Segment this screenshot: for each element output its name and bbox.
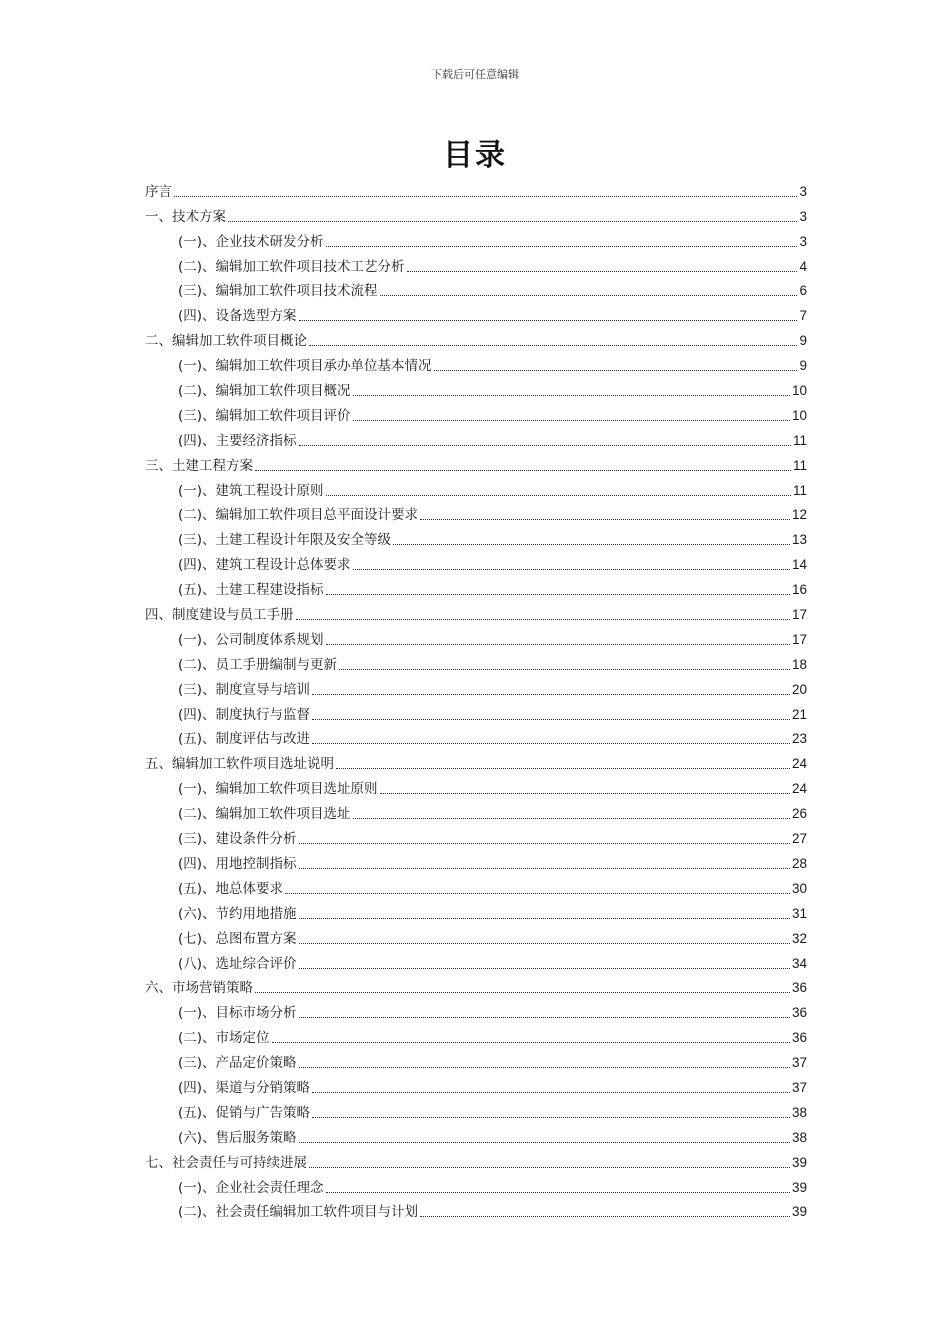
toc-dot-leader xyxy=(353,818,790,819)
toc-entry-page-number: 37 xyxy=(791,1079,807,1095)
toc-entry[interactable] xyxy=(145,475,807,500)
toc-entry-label: (三)、制度宣导与培训 xyxy=(178,681,311,698)
toc-entry-page-number: 13 xyxy=(791,532,807,548)
toc-dot-leader xyxy=(420,1216,790,1217)
toc-dot-leader xyxy=(420,519,790,520)
toc-dot-leader xyxy=(434,370,798,371)
toc-entry-label: 五、编辑加工软件项目选址说明 xyxy=(145,756,334,773)
toc-dot-leader xyxy=(255,470,791,471)
toc-entry-label: (四)、制度执行与监督 xyxy=(178,706,311,723)
toc-entry-label: (四)、渠道与分销策略 xyxy=(178,1079,311,1096)
toc-entry-page-number: 4 xyxy=(799,258,807,274)
toc-entry[interactable] xyxy=(145,1097,807,1122)
toc-dot-leader xyxy=(285,893,790,894)
toc-dot-leader xyxy=(299,918,790,919)
toc-dot-leader xyxy=(299,320,798,321)
toc-entry-page-number: 39 xyxy=(791,1179,807,1195)
toc-entry[interactable] xyxy=(145,873,807,898)
toc-dot-leader xyxy=(353,395,790,396)
toc-entry-label: (四)、建筑工程设计总体要求 xyxy=(178,557,351,574)
toc-entry-label: 一、技术方案 xyxy=(145,208,226,225)
toc-entry-page-number: 3 xyxy=(799,208,807,224)
toc-entry-label: (一)、编辑加工软件项目选址原则 xyxy=(178,781,378,798)
toc-entry-label: (二)、社会责任编辑加工软件项目与计划 xyxy=(178,1204,419,1221)
toc-entry-label: (三)、土建工程设计年限及安全等级 xyxy=(178,532,392,549)
toc-dot-leader xyxy=(296,619,790,620)
toc-entry[interactable] xyxy=(145,325,807,350)
toc-entry[interactable] xyxy=(145,375,807,400)
toc-entry-label: 六、市场营销策略 xyxy=(145,980,253,997)
toc-entry[interactable] xyxy=(145,823,807,848)
toc-entry-label: (二)、编辑加工软件项目技术工艺分析 xyxy=(178,258,405,275)
toc-dot-leader xyxy=(380,793,790,794)
toc-entry-page-number: 36 xyxy=(791,980,807,996)
toc-entry-label: (三)、建设条件分析 xyxy=(178,831,297,848)
toc-entry[interactable] xyxy=(145,798,807,823)
page-header: 下载后可任意编辑 xyxy=(431,68,519,81)
toc-dot-leader xyxy=(299,445,791,446)
toc-entry[interactable] xyxy=(145,500,807,525)
toc-entry-label: 三、土建工程方案 xyxy=(145,457,253,474)
toc-dot-leader xyxy=(299,868,790,869)
toc-dot-leader xyxy=(312,719,790,720)
toc-entry-label: (四)、设备选型方案 xyxy=(178,308,297,325)
toc-entry-page-number: 12 xyxy=(791,507,807,523)
toc-entry[interactable] xyxy=(145,1172,807,1197)
toc-entry-label: 四、制度建设与员工手册 xyxy=(145,607,294,624)
toc-entry-page-number: 9 xyxy=(799,358,807,374)
toc-dot-leader xyxy=(272,1042,790,1043)
toc-entry[interactable] xyxy=(145,1047,807,1072)
toc-entry-label: (一)、目标市场分析 xyxy=(178,1005,297,1022)
toc-entry[interactable] xyxy=(145,624,807,649)
toc-dot-leader xyxy=(299,1067,790,1068)
toc-dot-leader xyxy=(312,1092,790,1093)
toc-entry-label: (二)、编辑加工软件项目选址 xyxy=(178,806,351,823)
toc-entry[interactable] xyxy=(145,599,807,624)
toc-entry-page-number: 18 xyxy=(791,656,807,672)
toc-entry-page-number: 39 xyxy=(791,1154,807,1170)
toc-dot-leader xyxy=(299,943,790,944)
toc-entry[interactable] xyxy=(145,425,807,450)
toc-entry-label: (四)、用地控制指标 xyxy=(178,855,297,872)
toc-entry-page-number: 34 xyxy=(791,955,807,971)
toc-entry[interactable] xyxy=(145,450,807,475)
toc-entry-label: (一)、建筑工程设计原则 xyxy=(178,482,324,499)
toc-entry[interactable] xyxy=(145,724,807,749)
document-title: 目录 xyxy=(443,138,507,173)
toc-entry-page-number: 9 xyxy=(799,333,807,349)
toc-entry-page-number: 37 xyxy=(791,1055,807,1071)
toc-entry-page-number: 17 xyxy=(791,631,807,647)
toc-entry-label: (五)、制度评估与改进 xyxy=(178,731,311,748)
toc-entry[interactable] xyxy=(145,1022,807,1047)
toc-dot-leader xyxy=(309,1167,790,1168)
toc-entry-label: (一)、公司制度体系规划 xyxy=(178,631,324,648)
toc-entry-page-number: 16 xyxy=(791,582,807,598)
toc-dot-leader xyxy=(353,569,790,570)
toc-dot-leader xyxy=(326,644,790,645)
toc-entry[interactable] xyxy=(145,276,807,301)
toc-entry-label: (二)、员工手册编制与更新 xyxy=(178,656,338,673)
toc-entry[interactable] xyxy=(145,898,807,923)
toc-entry-label: (二)、市场定位 xyxy=(178,1030,270,1047)
toc-entry-label: (三)、产品定价策略 xyxy=(178,1055,297,1072)
toc-entry-page-number: 36 xyxy=(791,1005,807,1021)
toc-entry-page-number: 10 xyxy=(791,383,807,399)
toc-dot-leader xyxy=(312,1117,790,1118)
toc-entry-page-number: 7 xyxy=(799,308,807,324)
toc-entry[interactable] xyxy=(145,300,807,325)
toc-entry-page-number: 32 xyxy=(791,930,807,946)
toc-entry-page-number: 36 xyxy=(791,1030,807,1046)
toc-entry[interactable] xyxy=(145,1147,807,1172)
toc-entry[interactable] xyxy=(145,973,807,998)
toc-entry-page-number: 6 xyxy=(799,283,807,299)
toc-entry-label: 七、社会责任与可持续进展 xyxy=(145,1154,307,1171)
toc-dot-leader xyxy=(312,743,790,744)
toc-entry-label: (三)、编辑加工软件项目评价 xyxy=(178,407,351,424)
toc-entry[interactable] xyxy=(145,773,807,798)
toc-dot-leader xyxy=(299,968,790,969)
toc-dot-leader xyxy=(255,992,790,993)
toc-entry[interactable] xyxy=(145,748,807,773)
toc-entry-label: 序言 xyxy=(145,183,172,200)
toc-entry[interactable] xyxy=(145,524,807,549)
toc-dot-leader xyxy=(339,669,790,670)
toc-entry-page-number: 23 xyxy=(791,731,807,747)
toc-entry-page-number: 11 xyxy=(792,432,807,448)
toc-entry-page-number: 11 xyxy=(792,457,807,473)
toc-entry-label: (二)、编辑加工软件项目总平面设计要求 xyxy=(178,507,419,524)
toc-entry[interactable] xyxy=(145,923,807,948)
toc-entry[interactable] xyxy=(145,674,807,699)
toc-entry-label: (四)、主要经济指标 xyxy=(178,432,297,449)
toc-entry[interactable] xyxy=(145,176,807,201)
toc-entry-page-number: 38 xyxy=(791,1129,807,1145)
toc-dot-leader xyxy=(380,295,798,296)
toc-entry-page-number: 28 xyxy=(791,855,807,871)
toc-entry[interactable] xyxy=(145,848,807,873)
toc-entry-page-number: 31 xyxy=(791,905,807,921)
toc-entry-page-number: 20 xyxy=(791,681,807,697)
toc-entry-page-number: 3 xyxy=(799,233,807,249)
toc-entry-label: (八)、选址综合评价 xyxy=(178,955,297,972)
toc-entry-page-number: 14 xyxy=(791,557,807,573)
toc-entry[interactable] xyxy=(145,649,807,674)
toc-dot-leader xyxy=(326,495,791,496)
toc-entry[interactable] xyxy=(145,350,807,375)
toc-dot-leader xyxy=(326,246,798,247)
toc-entry-page-number: 3 xyxy=(799,183,807,199)
toc-entry-label: (三)、编辑加工软件项目技术流程 xyxy=(178,283,378,300)
toc-entry-page-number: 10 xyxy=(791,407,807,423)
toc-entry[interactable] xyxy=(145,699,807,724)
toc-entry[interactable] xyxy=(145,549,807,574)
toc-entry-label: (五)、土建工程建设指标 xyxy=(178,582,324,599)
toc-entry-label: (一)、企业技术研发分析 xyxy=(178,233,324,250)
toc-dot-leader xyxy=(309,345,797,346)
toc-entry-page-number: 38 xyxy=(791,1104,807,1120)
toc-entry-page-number: 27 xyxy=(791,831,807,847)
toc-entry-page-number: 30 xyxy=(791,880,807,896)
toc-entry-page-number: 17 xyxy=(791,607,807,623)
toc-entry[interactable] xyxy=(145,948,807,973)
toc-entry-page-number: 26 xyxy=(791,806,807,822)
toc-entry-label: (六)、节约用地措施 xyxy=(178,905,297,922)
toc-entry-label: (五)、地总体要求 xyxy=(178,880,284,897)
toc-dot-leader xyxy=(393,544,790,545)
toc-dot-leader xyxy=(299,843,790,844)
toc-dot-leader xyxy=(336,768,790,769)
toc-entry[interactable] xyxy=(145,997,807,1022)
toc-entry-label: 二、编辑加工软件项目概论 xyxy=(145,333,307,350)
toc-dot-leader xyxy=(312,694,790,695)
toc-entry[interactable] xyxy=(145,1072,807,1097)
toc-entry-page-number: 24 xyxy=(791,756,807,772)
toc-entry[interactable] xyxy=(145,251,807,276)
toc-entry-label: (七)、总图布置方案 xyxy=(178,930,297,947)
toc-dot-leader xyxy=(407,271,798,272)
toc-entry[interactable] xyxy=(145,574,807,599)
toc-entry[interactable] xyxy=(145,226,807,251)
toc-dot-leader xyxy=(228,221,797,222)
toc-entry-label: (五)、促销与广告策略 xyxy=(178,1104,311,1121)
table-of-contents xyxy=(145,176,807,1221)
toc-entry-label: (二)、编辑加工软件项目概况 xyxy=(178,383,351,400)
toc-dot-leader xyxy=(174,196,797,197)
toc-entry-label: (一)、编辑加工软件项目承办单位基本情况 xyxy=(178,358,432,375)
toc-entry-page-number: 39 xyxy=(791,1204,807,1220)
toc-dot-leader xyxy=(326,1192,790,1193)
toc-entry[interactable] xyxy=(145,1197,807,1222)
toc-entry[interactable] xyxy=(145,400,807,425)
toc-dot-leader xyxy=(353,420,790,421)
toc-entry-label: (六)、售后服务策略 xyxy=(178,1129,297,1146)
toc-dot-leader xyxy=(326,594,790,595)
toc-entry-page-number: 21 xyxy=(791,706,807,722)
toc-entry[interactable] xyxy=(145,201,807,226)
toc-entry-page-number: 24 xyxy=(791,781,807,797)
toc-dot-leader xyxy=(299,1142,790,1143)
toc-entry[interactable] xyxy=(145,1122,807,1147)
toc-dot-leader xyxy=(299,1017,790,1018)
toc-entry-page-number: 11 xyxy=(792,482,807,498)
toc-entry-label: (一)、企业社会责任理念 xyxy=(178,1179,324,1196)
